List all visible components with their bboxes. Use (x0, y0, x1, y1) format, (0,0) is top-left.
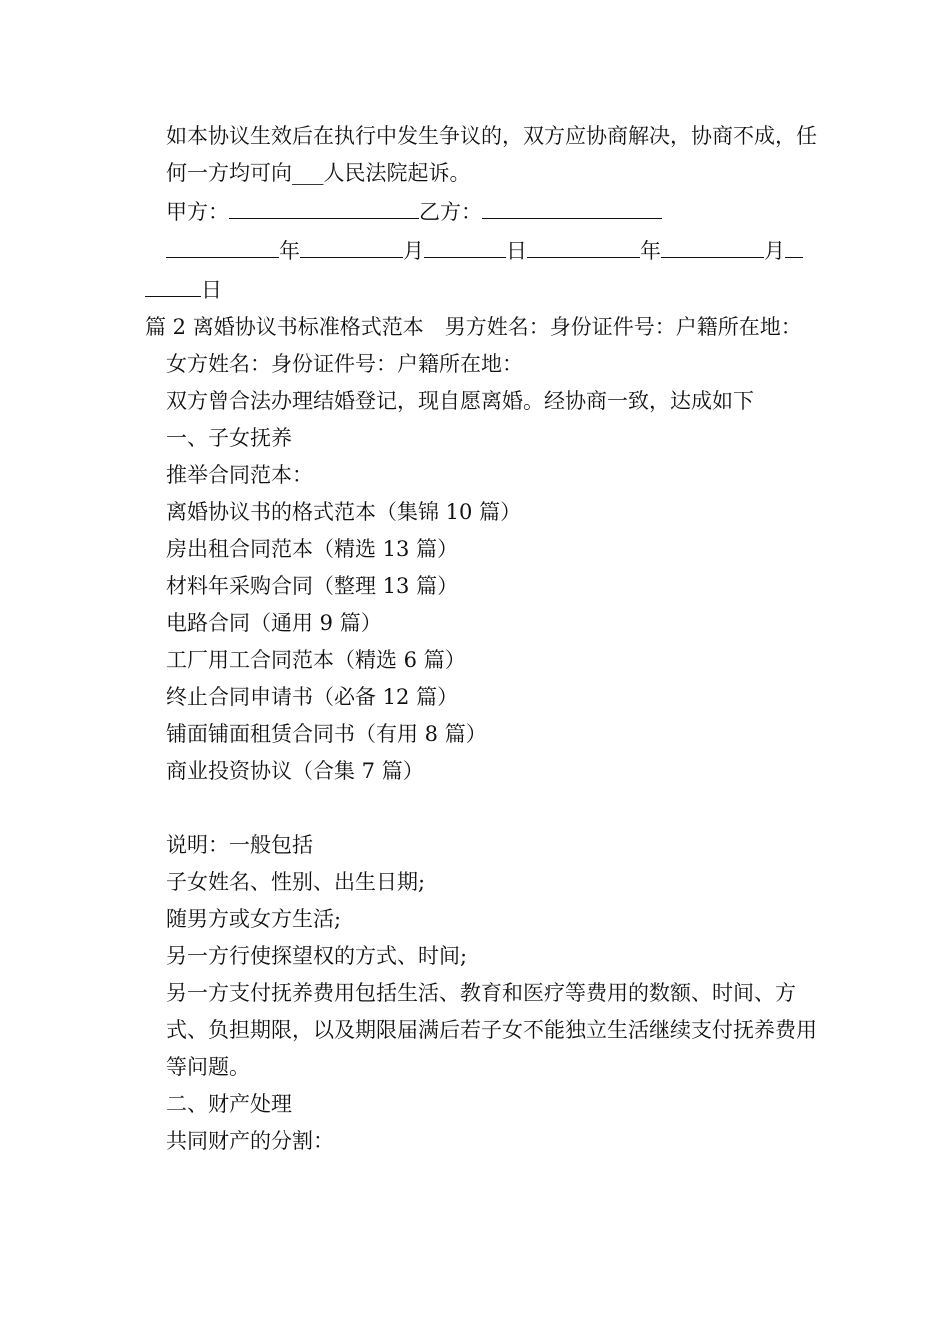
date-blank (166, 231, 279, 258)
month-label: 月 (403, 239, 424, 263)
date-blank (527, 231, 640, 258)
day-label: 日 (201, 278, 222, 302)
date-blank (424, 231, 506, 258)
party-a-label: 甲方： (166, 200, 229, 224)
body-line: 共同财产的分割： (166, 1129, 334, 1153)
support-paragraph: 另一方支付抚养费用包括生活、教育和医疗等费用的数额、时间、方式、负担期限，以及期限届满后若子女不能独立生活继续支付抚养费用等问题。 (166, 981, 817, 1079)
blank-line (145, 790, 825, 827)
day-label: 日 (506, 239, 527, 263)
body-line: 说明：一般包括 (166, 833, 313, 857)
body-line: 子女姓名、性别、出生日期; (166, 870, 426, 894)
section-heading: 篇 2 离婚协议书标准格式范本 男方姓名：身份证件号：户籍所在地： (145, 315, 802, 339)
recommended-item: 铺面铺面租赁合同书（有用 8 篇） (166, 722, 487, 746)
signature-dates-line (145, 231, 825, 309)
body-line: 女方姓名：身份证件号：户籍所在地： (166, 352, 523, 376)
month-label: 月 (764, 239, 785, 263)
body-line: 一、子女抚养 (166, 426, 292, 450)
body-line: 双方曾合法办理结婚登记，现自愿离婚。经协商一致，达成如下 (166, 389, 754, 413)
party-b-blank (482, 192, 662, 219)
party-b-label: 乙方： (419, 200, 482, 224)
date-blank (300, 231, 403, 258)
body-line: 推举合同范本： (166, 463, 313, 487)
signature-parties-line (145, 192, 825, 231)
dispute-clause-paragraph: 如本协议生效后在执行中发生争议的，双方应协商解决，协商不成，任何一方均可向___人民法院起诉。 (166, 124, 817, 185)
body-line: 二、财产处理 (166, 1092, 292, 1116)
year-label: 年 (279, 239, 300, 263)
recommended-item: 电路合同（通用 9 篇） (166, 611, 382, 635)
recommended-item: 材料年采购合同（整理 13 篇） (166, 574, 459, 598)
date-blank (145, 270, 201, 297)
year-label: 年 (640, 239, 661, 263)
body-line: 另一方行使探望权的方式、时间; (166, 944, 468, 968)
date-blank (785, 231, 803, 258)
recommended-item: 房出租合同范本（精选 13 篇） (166, 537, 459, 561)
party-a-blank (229, 192, 419, 219)
body-line: 随男方或女方生活; (166, 907, 342, 931)
recommended-item: 工厂用工合同范本（精选 6 篇） (166, 648, 466, 672)
document-body (145, 118, 825, 1160)
recommended-item: 商业投资协议（合集 7 篇） (166, 759, 424, 783)
recommended-item: 终止合同申请书（必备 12 篇） (166, 685, 459, 709)
recommended-item: 离婚协议书的格式范本（集锦 10 篇） (166, 500, 522, 524)
date-blank (661, 231, 764, 258)
